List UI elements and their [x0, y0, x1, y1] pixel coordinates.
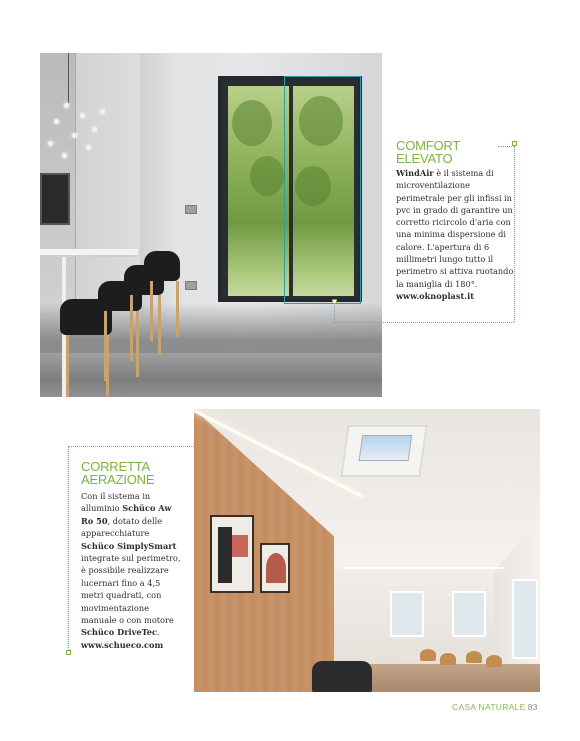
section-title: CORRETTA AERAZIONE [81, 459, 155, 487]
brand-name: Schüco Aw Ro 50 [81, 503, 172, 526]
photo-room-skylight [194, 409, 540, 692]
section-title: COMFORT ELEVATO [396, 138, 460, 166]
section-corretta-aerazione [81, 460, 185, 651]
guide-line [334, 322, 514, 323]
guide-line [68, 446, 198, 447]
guide-line [334, 302, 335, 322]
website-link[interactable]: www.oknoplast.it [396, 290, 474, 301]
brand-name: Schüco DriveTec [81, 627, 157, 638]
section-comfort-elevato [396, 139, 518, 302]
door-highlight-outline [284, 76, 361, 304]
page-footer [452, 702, 538, 712]
photo-kitchen-window [40, 53, 382, 397]
guide-square-marker [332, 299, 337, 304]
section-body: Con il sistema in alluminio Schüco Aw Ro 50, dotato delle apparecchiature Schüco SimplySmart integrate sul perimetro, è possibile realizzare lucernari fino a 4,5 metri quadrati, con movimentazione manuale o con motore Schüco DriveTec. www.schueco.com [81, 491, 181, 650]
skylight [340, 425, 427, 477]
guide-square-marker [66, 650, 71, 655]
wall-artwork [210, 515, 254, 593]
wall-artwork [260, 543, 290, 593]
website-link[interactable]: www.schueco.com [81, 639, 164, 650]
guide-line [68, 446, 69, 652]
brand-name: WindAir [396, 168, 434, 178]
sofa [312, 661, 372, 692]
page-number: 83 [527, 702, 538, 712]
brand-name: Schüco SimplySmart [81, 540, 177, 551]
kitchen-table [40, 249, 138, 257]
magazine-name: CASA NATURALE [452, 702, 526, 712]
section-body: WindAir è il sistema di microventilazione perimetrale per gli infissi in pvc in grado di garantire un corretto ricircolo d'aria con una minima dispersione di calore. L'apertura di 6 millimetri lungo tutto il perimetro si attiva ruotando la maniglia di 180°. www.oknoplast.it [396, 168, 514, 301]
